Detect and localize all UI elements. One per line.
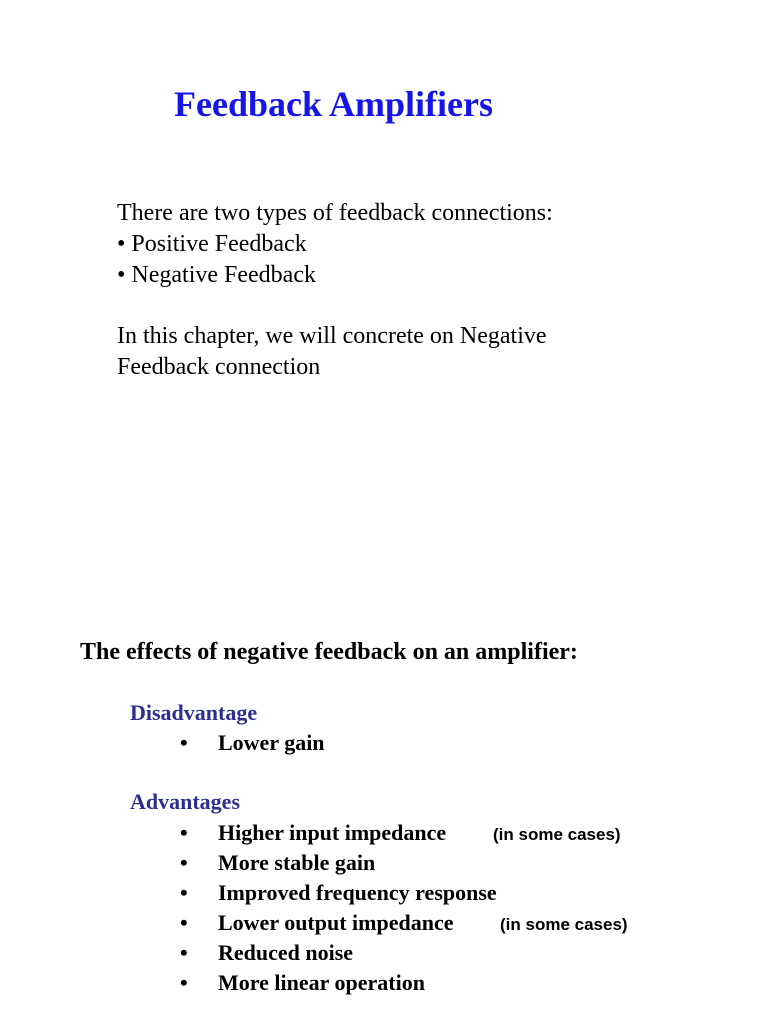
intro-block: [117, 198, 553, 383]
bullet: •: [180, 730, 188, 755]
list-item-text: Reduced noise: [218, 940, 354, 965]
advantages-label: Advantages: [130, 789, 241, 814]
item-note: (in some cases): [500, 915, 628, 934]
disadvantage-label: Disadvantage: [130, 700, 258, 725]
intro-lead: There are two types of feedback connections:: [117, 200, 553, 226]
list-item-text: Improved frequency response: [218, 880, 497, 905]
bullet: •: [180, 970, 188, 995]
list-item-text: Lower output impedance: [218, 910, 454, 935]
list-item-text: Higher input impedance: [218, 820, 447, 845]
bullet: •: [180, 850, 188, 875]
bullet: •: [180, 940, 188, 965]
chapter-text-line-2: Feedback connection: [117, 354, 321, 380]
page-title: Feedback Amplifiers: [174, 84, 493, 124]
list-item-text: More linear operation: [218, 970, 425, 995]
bullet: •: [180, 820, 188, 845]
list-item-text: More stable gain: [218, 850, 376, 875]
paragraph-gap: [117, 291, 553, 321]
chapter-text-line-1: In this chapter, we will concrete on Negative: [117, 323, 547, 349]
effects-heading: The effects of negative feedback on an amplifier:: [80, 639, 578, 665]
feedback-type-negative: • Negative Feedback: [117, 262, 316, 288]
item-note: (in some cases): [493, 825, 621, 844]
feedback-type-positive: • Positive Feedback: [117, 231, 307, 257]
list-item-text: Lower gain: [218, 730, 325, 755]
bullet: •: [180, 880, 188, 905]
bullet: •: [180, 910, 188, 935]
